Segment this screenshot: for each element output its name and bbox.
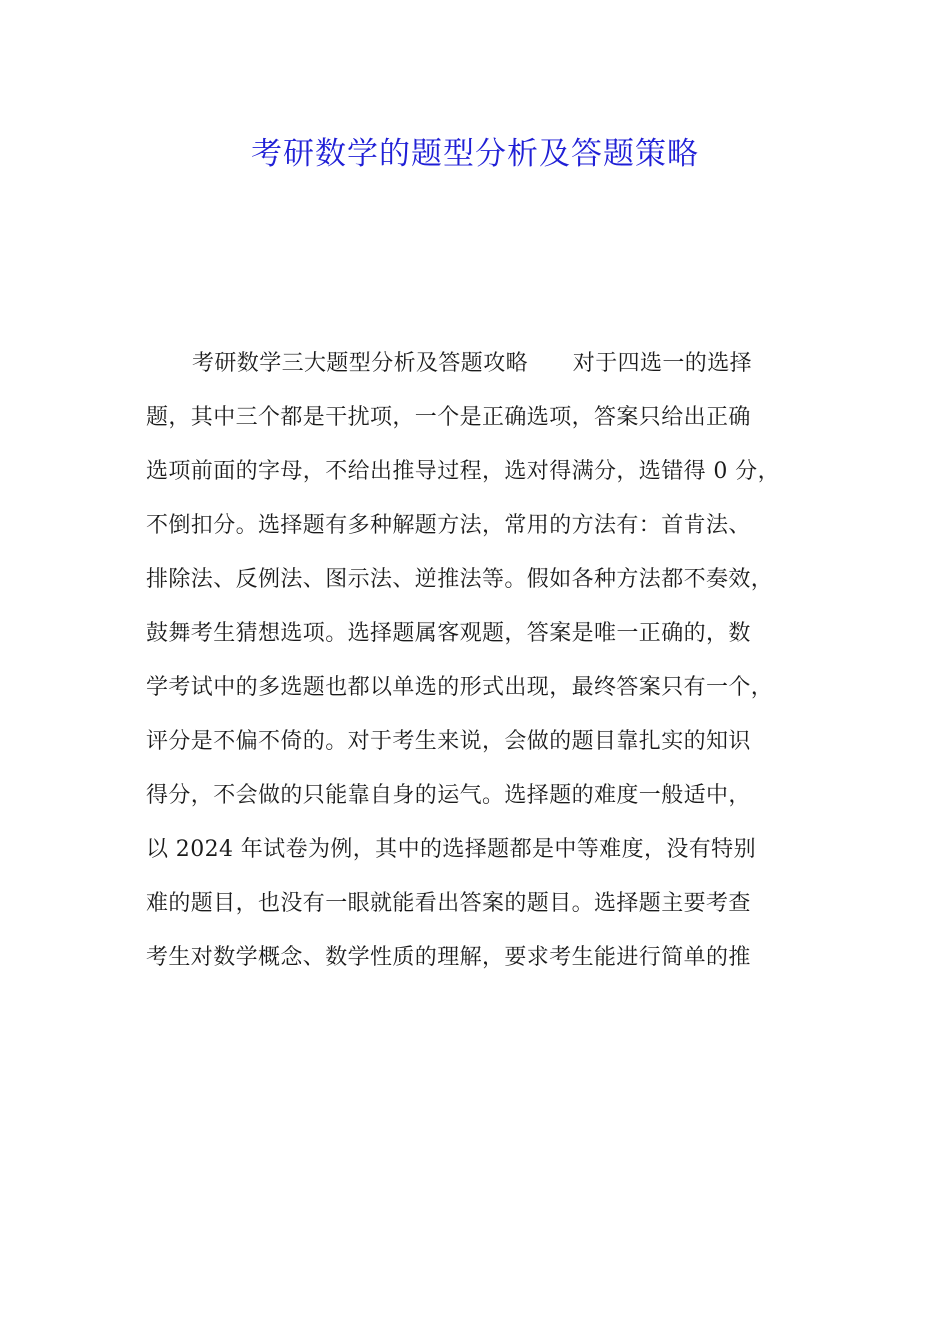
body-line: 题，其中三个都是干扰项，一个是正确选项，答案只给出正确 (146, 405, 751, 430)
body-line: 鼓舞考生猜想选项。选择题属客观题，答案是唯一正确的，数 (146, 621, 751, 646)
body-line: 得分，不会做的只能靠自身的运气。选择题的难度一般适中， (146, 783, 751, 808)
document-title: 考研数学的题型分析及答题策略 (251, 136, 699, 172)
body-line: 考生对数学概念、数学性质的理解，要求考生能进行简单的推 (146, 945, 751, 970)
body-line: 评分是不偏不倚的。对于考生来说，会做的题目靠扎实的知识 (146, 729, 751, 754)
body-line: 排除法、反例法、图示法、逆推法等。假如各种方法都不奏效， (146, 567, 774, 592)
body-line: 考研数学三大题型分析及答题攻略 对于四选一的选择 (192, 351, 753, 376)
document-body (146, 337, 826, 985)
body-line: 以 2024 年试卷为例，其中的选择题都是中等难度，没有特别 (146, 837, 756, 862)
body-line: 学考试中的多选题也都以单选的形式出现，最终答案只有一个， (146, 675, 774, 700)
body-line: 选项前面的字母，不给出推导过程，选对得满分，选错得 0 分， (146, 459, 780, 484)
body-line: 不倒扣分。选择题有多种解题方法，常用的方法有：首肯法、 (146, 513, 751, 538)
body-line: 难的题目，也没有一眼就能看出答案的题目。选择题主要考查 (146, 891, 751, 916)
